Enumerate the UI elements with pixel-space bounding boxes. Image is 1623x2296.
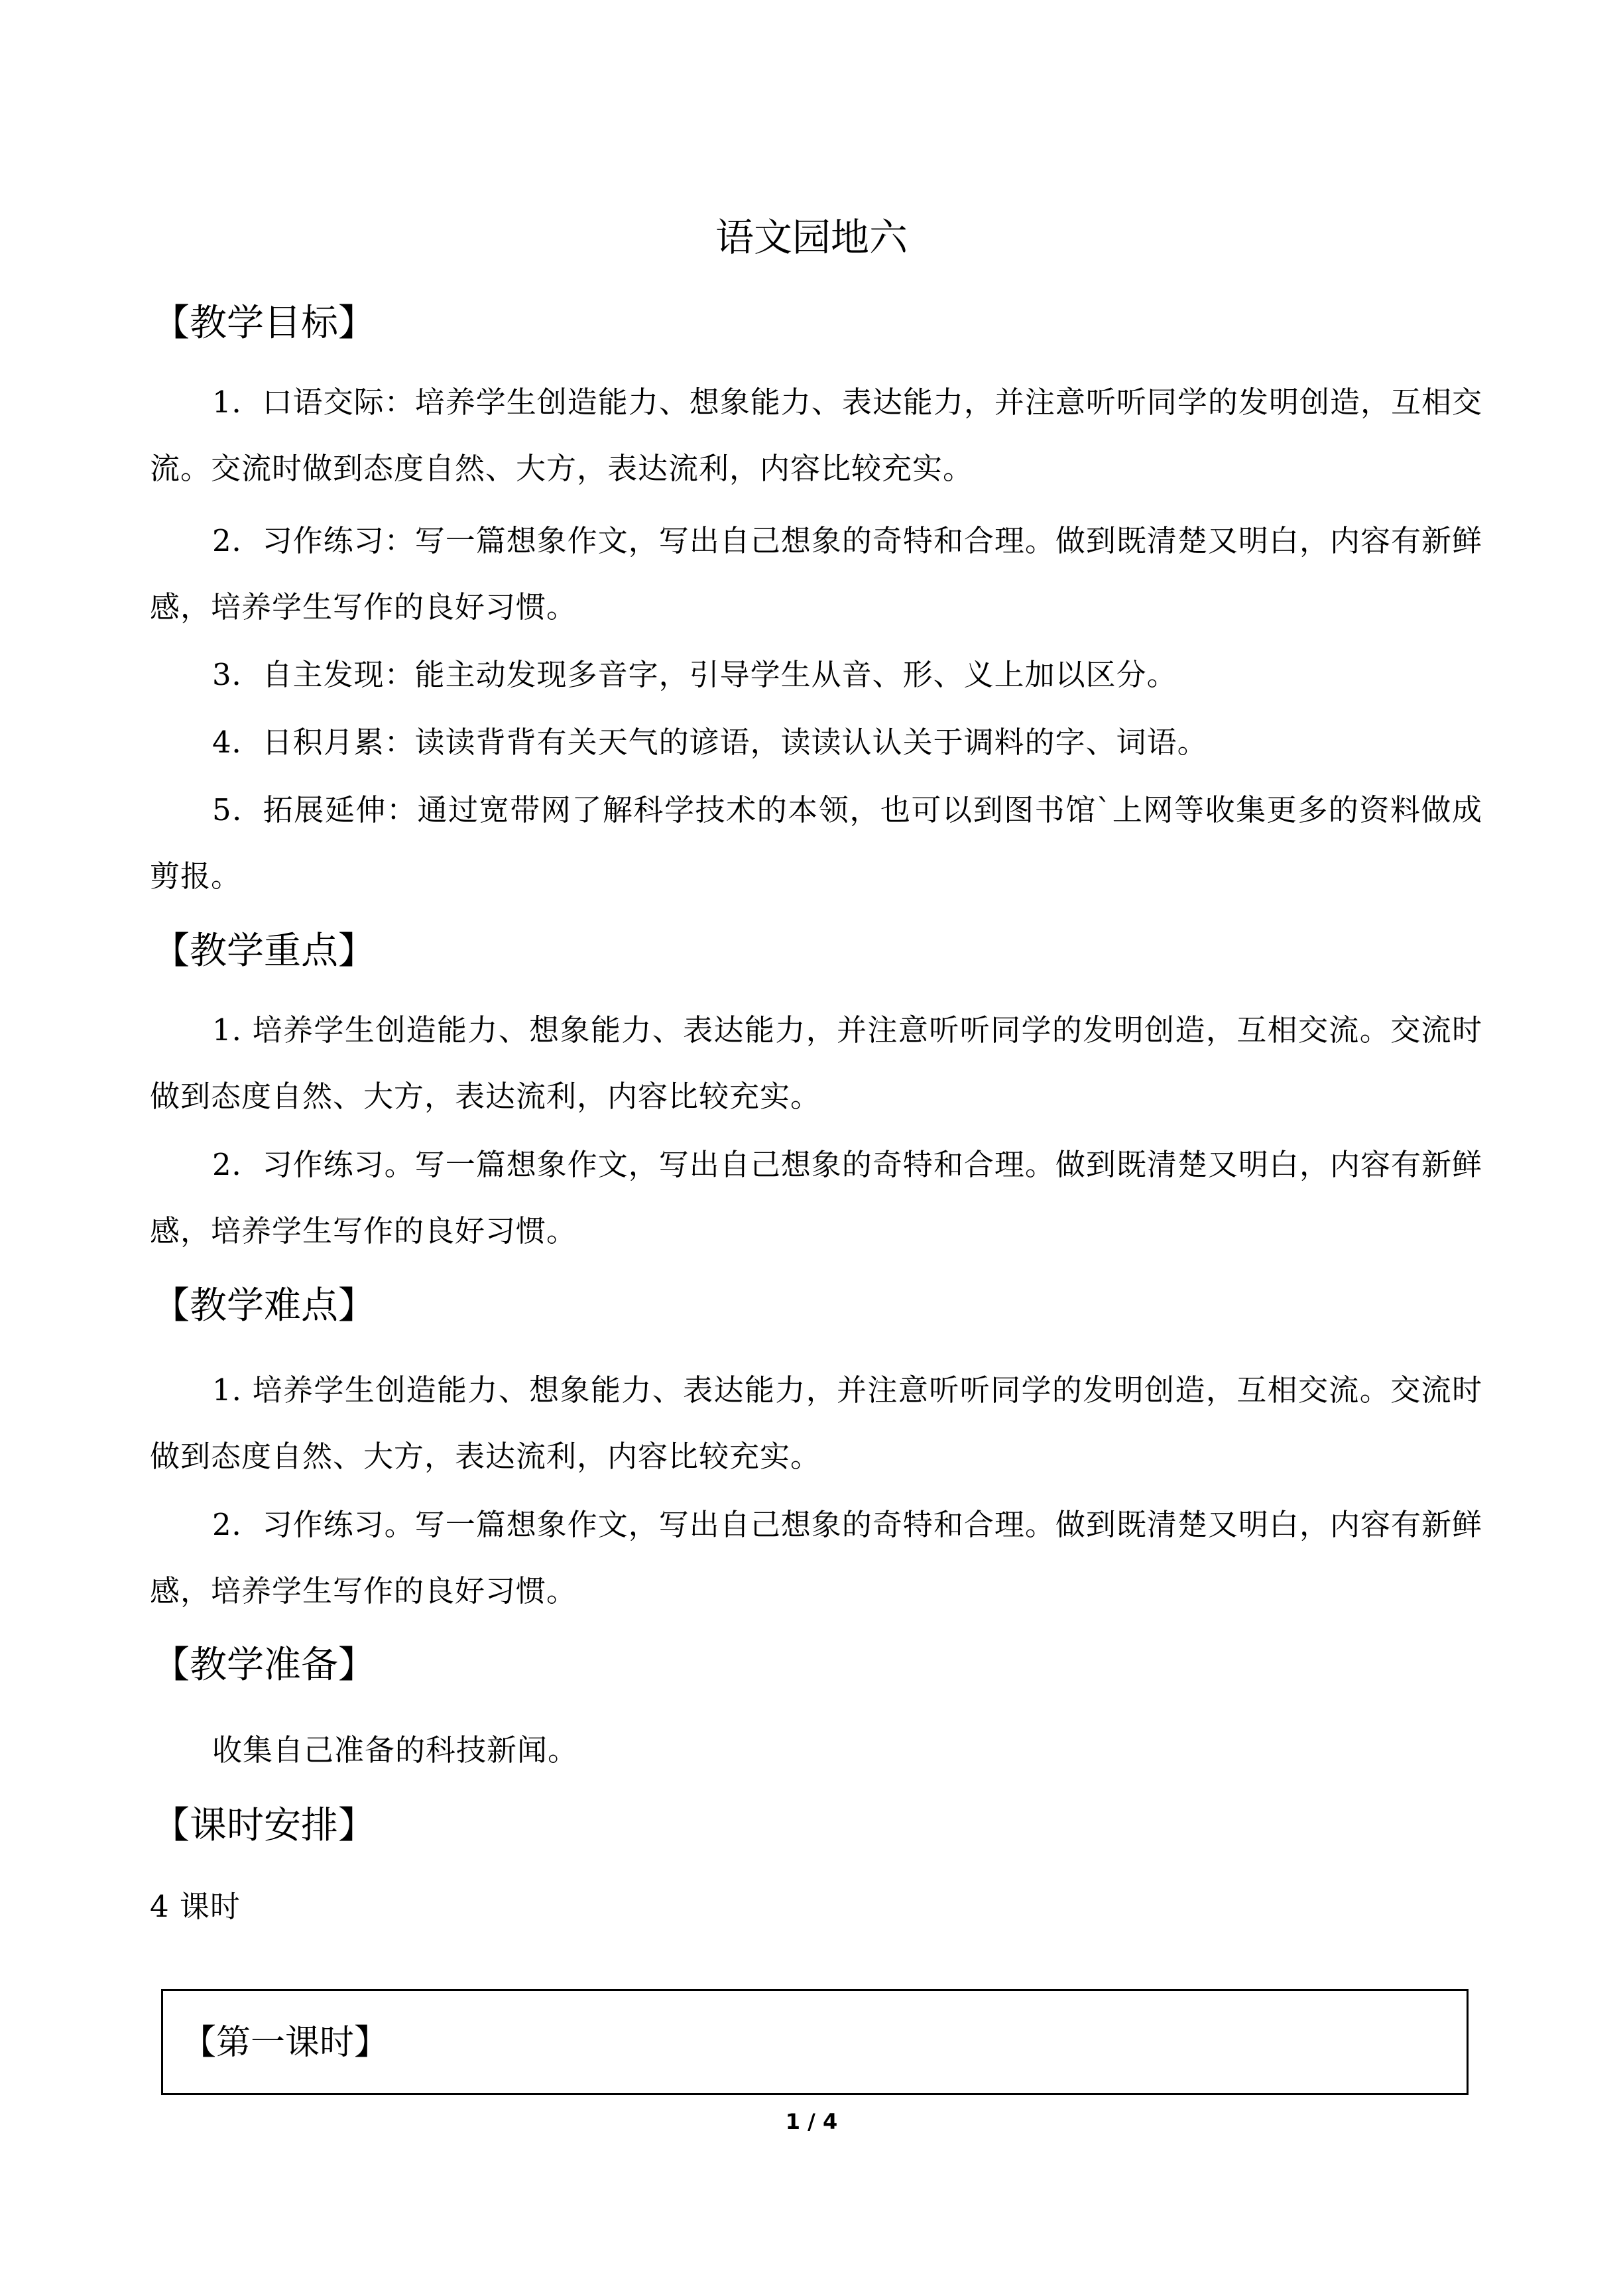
heading-difficulties: 【教学难点】 [152,1284,375,1327]
heading-key-points: 【教学重点】 [152,930,375,973]
difficulty-item-2: 2．习作练习。写一篇想象作文，写出自己想象的奇特和合理。做到既清楚又明白，内容有新鲜感，培养学生写作的良好习惯。 [150,1507,1482,1608]
heading-objectives: 【教学目标】 [152,302,375,345]
page-number: 1 / 4 [785,2109,838,2134]
preparation-text: 收集自己准备的科技新闻。 [212,1732,579,1768]
objective-item-5: 5．拓展延伸：通过宽带网了解科学技术的本领，也可以到图书馆`上网等收集更多的资料做成剪报。 [150,792,1482,894]
objective-item-3: 3．自主发现：能主动发现多音字，引导学生从音、形、义上加以区分。 [212,657,1177,692]
objective-item-1: 1．口语交际：培养学生创造能力、想象能力、表达能力，并注意听听同学的发明创造，互相交流。交流时做到态度自然、大方，表达流利，内容比较充实。 [150,385,1482,486]
heading-schedule: 【课时安排】 [152,1804,375,1847]
lesson-box [161,1989,1469,2095]
key-point-item-1: 1. 培养学生创造能力、想象能力、表达能力，并注意听听同学的发明创造，互相交流。交流时做到态度自然、大方，表达流利，内容比较充实。 [150,1012,1482,1114]
key-point-item-2: 2．习作练习。写一篇想象作文，写出自己想象的奇特和合理。做到既清楚又明白，内容有新鲜感，培养学生写作的良好习惯。 [150,1147,1482,1248]
objective-item-4: 4．日积月累：读读背背有关天气的谚语，读读认认关于调料的字、词语。 [212,725,1208,760]
objective-item-2: 2．习作练习：写一篇想象作文，写出自己想象的奇特和合理。做到既清楚又明白，内容有新鲜感，培养学生写作的良好习惯。 [150,523,1482,625]
difficulty-item-1: 1. 培养学生创造能力、想象能力、表达能力，并注意听听同学的发明创造，互相交流。交流时做到态度自然、大方，表达流利，内容比较充实。 [150,1372,1482,1474]
schedule-text: 4 课时 [150,1889,241,1924]
page-title: 语文园地六 [715,215,908,260]
lesson-box-label: 【第一课时】 [182,2023,389,2063]
heading-preparation: 【教学准备】 [152,1644,375,1687]
